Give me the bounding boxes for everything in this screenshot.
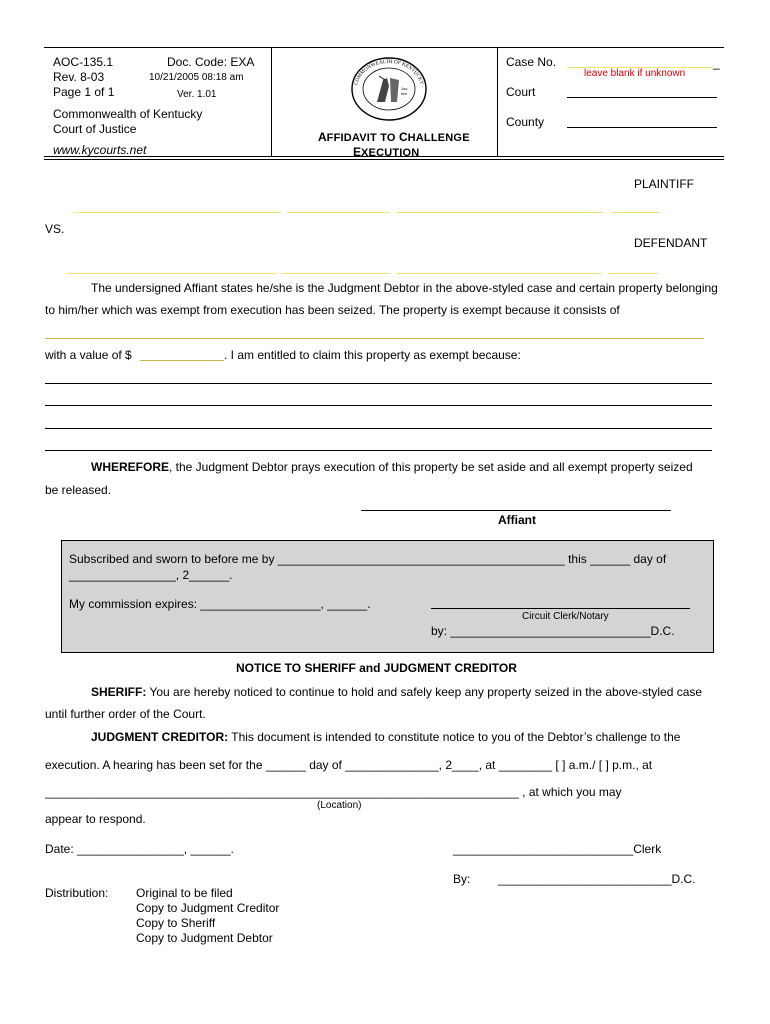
header-top-rule — [44, 47, 724, 48]
location-label: (Location) — [317, 800, 362, 811]
case-no-underscore: _ — [713, 56, 720, 70]
form-number: AOC-135.1 — [53, 55, 114, 69]
exempt-reason-line-4[interactable] — [45, 450, 712, 451]
exempt-reason-line-1[interactable] — [45, 383, 712, 384]
property-value-field[interactable] — [140, 360, 224, 361]
county-label: County — [506, 115, 545, 129]
defendant-name-field-3[interactable] — [397, 273, 601, 274]
defendant-label: DEFENDANT — [634, 236, 708, 250]
affiant-signature-field[interactable] — [361, 510, 671, 511]
distribution-label: Distribution: — [45, 886, 109, 900]
creditor-notice-line-1: JUDGMENT CREDITOR: This document is intended to constitute notice to you of the Debtor’s challenge to the — [91, 730, 681, 744]
svg-text:tice: tice — [401, 91, 408, 96]
distribution-item: Copy to Judgment Creditor — [136, 901, 280, 915]
exempt-reason-line-2[interactable] — [45, 405, 712, 406]
form-title-line-1: AFFIDAVIT TO CHALLENGE — [318, 130, 470, 144]
defendant-name-field-1[interactable] — [67, 273, 275, 274]
date-line[interactable]: Date: ________________, ______. — [45, 842, 234, 856]
sheriff-notice-line-1: SHERIFF: You are hereby noticed to continue to hold and safely keep any property seized in the above-styled case — [91, 685, 703, 699]
clerk-signature-field[interactable] — [431, 608, 690, 609]
header-divider-left — [271, 47, 272, 157]
affidavit-paragraph-line-2: to him/her which was exempt from execution has been seized. The property is exempt because it consists of — [45, 303, 620, 317]
deputy-clerk-line[interactable]: __________________________D.C. — [498, 872, 696, 886]
wherefore-line-1: WHEREFORE, the Judgment Debtor prays execution of this property be set aside and all exempt property seized — [91, 460, 693, 474]
svg-text:Jus-: Jus- — [401, 86, 409, 91]
distribution-item: Copy to Sheriff — [136, 916, 216, 930]
court-seal — [349, 56, 429, 122]
doc-code: Doc. Code: EXA — [167, 55, 255, 69]
version: Ver. 1.01 — [177, 89, 217, 100]
county-field[interactable] — [567, 127, 717, 128]
commission-expires-line[interactable]: My commission expires: __________________, ______. — [69, 597, 371, 611]
page-count: Page 1 of 1 — [53, 85, 115, 99]
case-no-label: Case No. — [506, 55, 557, 69]
plaintiff-name-field-1[interactable] — [73, 212, 281, 213]
notary-sworn-line[interactable]: Subscribed and sworn to before me by ___________________________________________ this ______ day of — [69, 552, 667, 566]
defendant-name-field-4[interactable] — [608, 273, 658, 274]
court-seal-icon — [349, 56, 429, 122]
org-line-1: Commonwealth of Kentucky — [53, 107, 203, 121]
property-description-field[interactable] — [45, 338, 704, 339]
svg-text:COMMONWEALTH OF KENTUCKY · COU: COMMONWEALTH OF KENTUCKY · — [353, 58, 425, 88]
plaintiff-name-field-3[interactable] — [397, 212, 603, 213]
court-field[interactable] — [567, 97, 717, 98]
case-no-note: leave blank if unknown — [584, 68, 686, 79]
header-divider-right — [497, 47, 498, 157]
by-label: By: — [453, 872, 471, 886]
clerk-signature-line[interactable]: ___________________________Clerk — [453, 842, 662, 856]
form-title-line-2: EXECUTION — [353, 145, 420, 159]
date-time: 10/21/2005 08:18 am — [149, 72, 244, 83]
defendant-name-field-2[interactable] — [281, 273, 390, 274]
sheriff-notice-line-2: until further order of the Court. — [45, 707, 206, 721]
exempt-reason-line-3[interactable] — [45, 428, 712, 429]
notary-by-line[interactable]: by: ______________________________D.C. — [431, 624, 675, 638]
hearing-line[interactable]: execution. A hearing has been set for the ______ day of ______________, 2____, at ________ [ ] a.m./ [ ] p.m., at — [45, 758, 653, 772]
distribution-item: Copy to Judgment Debtor — [136, 931, 273, 945]
plaintiff-name-field-4[interactable] — [611, 212, 659, 213]
value-suffix: . I am entitled to claim this property as exempt because: — [224, 348, 521, 362]
notary-year-line[interactable]: ________________, 2______. — [69, 568, 233, 582]
notice-title: NOTICE TO SHERIFF and JUDGMENT CREDITOR — [236, 661, 517, 675]
org-line-2: Court of Justice — [53, 122, 137, 136]
circuit-clerk-notary-label: Circuit Clerk/Notary — [522, 611, 609, 622]
revision: Rev. 8-03 — [53, 70, 105, 84]
website-link[interactable]: www.kycourts.net — [53, 143, 147, 157]
value-prefix: with a value of $ — [45, 348, 132, 362]
wherefore-line-2: be released. — [45, 483, 112, 497]
plaintiff-label: PLAINTIFF — [634, 177, 695, 191]
location-line[interactable]: _______________________________________________________________________ , at which you may — [45, 785, 622, 799]
distribution-item: Original to be filed — [136, 886, 233, 900]
plaintiff-name-field-2[interactable] — [287, 212, 390, 213]
affiant-label: Affiant — [498, 513, 536, 527]
affidavit-paragraph-line-1: The undersigned Affiant states he/she is the Judgment Debtor in the above-styled case and certain property belonging — [91, 281, 718, 295]
vs-label: VS. — [45, 222, 65, 236]
court-label: Court — [506, 85, 536, 99]
appear-text: appear to respond. — [45, 812, 146, 826]
